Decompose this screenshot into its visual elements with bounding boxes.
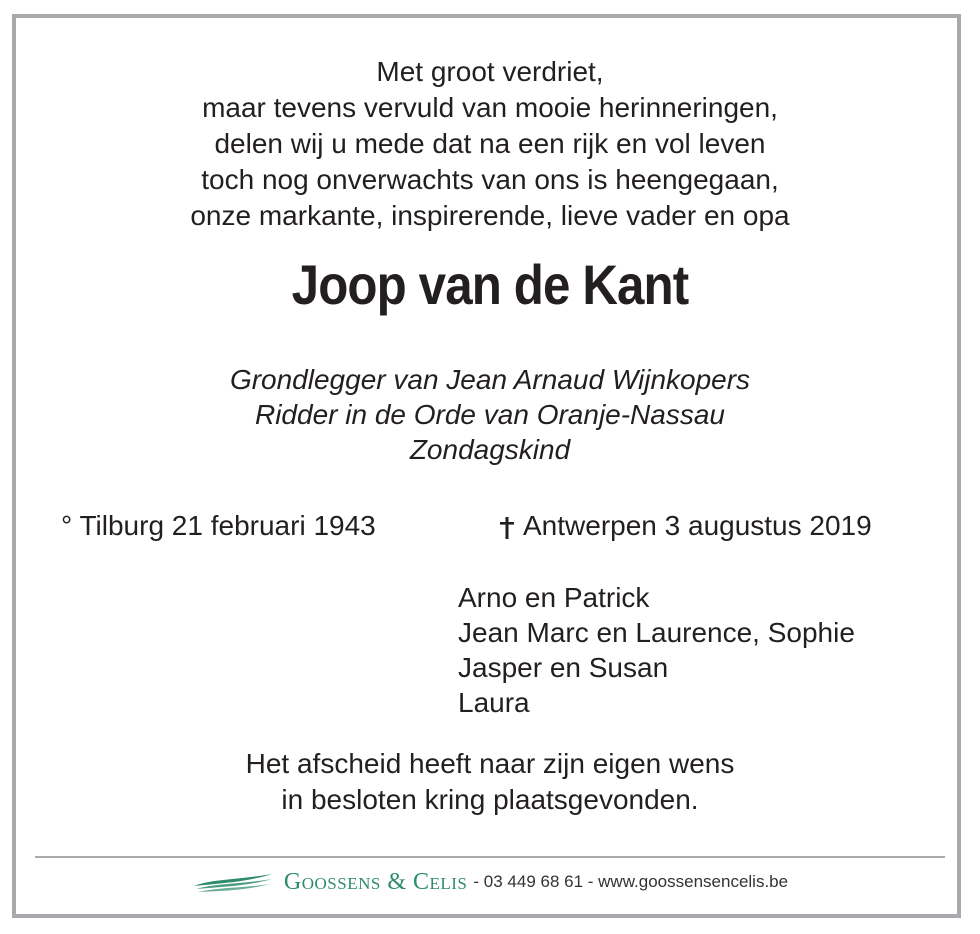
title-line: Grondlegger van Jean Arnaud Wijnkopers (229, 364, 751, 395)
intro-line: onze markante, inspirerende, lieve vader en opa (190, 200, 790, 231)
family-list (458, 580, 855, 720)
brand-name: Goossens & Celis (283, 868, 468, 895)
birth-date: ° Tilburg 21 februari 1943 (61, 510, 376, 541)
titles-block (0, 362, 980, 467)
family-member: Laura (458, 687, 530, 718)
intro-text (0, 54, 980, 234)
footer-divider (35, 856, 945, 858)
waves-logo-icon (192, 871, 274, 893)
deceased-name: Joop van de Kant (291, 253, 689, 316)
intro-line: delen wij u mede dat na een rijk en vol leven (214, 128, 766, 159)
closing-line: in besloten kring plaatsgevonden. (281, 784, 699, 815)
family-member: Jasper en Susan (458, 652, 669, 683)
family-member: Jean Marc en Laurence, Sophie (458, 617, 855, 648)
death-date: Antwerpen 3 augustus 2019 (523, 510, 872, 541)
intro-line: toch nog onverwachts van ons is heengegaan, (201, 164, 779, 195)
death-date-row (500, 508, 872, 544)
title-line: Ridder in de Orde van Oranje-Nassau (254, 399, 725, 430)
contact-info: - 03 449 68 61 - www.goossensencelis.be (473, 872, 789, 891)
closing-text (0, 746, 980, 818)
family-member: Arno en Patrick (458, 582, 650, 613)
intro-line: maar tevens vervuld van mooie herinneringen, (202, 92, 778, 123)
cross-icon (500, 517, 514, 539)
intro-line: Met groot verdriet, (376, 56, 604, 87)
closing-line: Het afscheid heeft naar zijn eigen wens (245, 748, 735, 779)
title-line: Zondagskind (409, 434, 571, 465)
funeral-home-footer (0, 864, 980, 900)
